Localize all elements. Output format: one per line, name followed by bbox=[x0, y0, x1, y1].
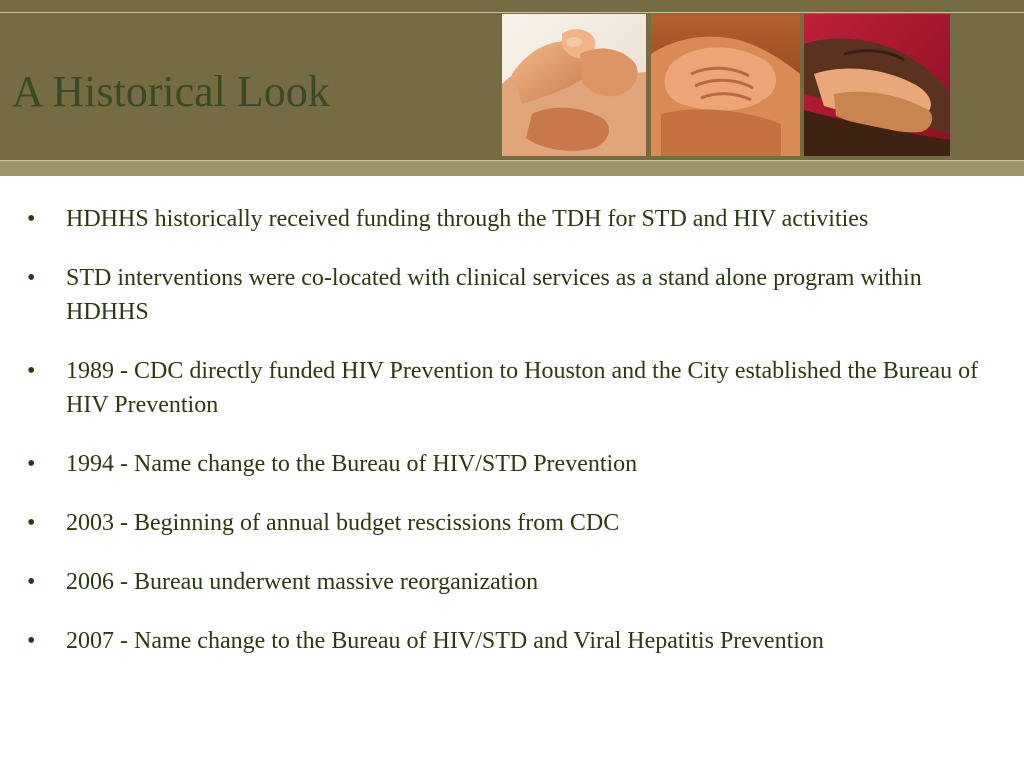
bullet-marker: • bbox=[27, 628, 36, 654]
bullet-marker: • bbox=[27, 510, 36, 536]
bullet-text: STD interventions were co-located with clinical services as a stand alone program within HDHHS bbox=[66, 265, 922, 325]
header-divider bbox=[0, 12, 1024, 13]
bullet-text: 2003 - Beginning of annual budget rescissions from CDC bbox=[66, 510, 620, 536]
bullet-marker: • bbox=[27, 451, 36, 477]
header-band bbox=[0, 0, 1024, 176]
list-item bbox=[27, 354, 1002, 422]
bullet-text: 2006 - Bureau underwent massive reorganization bbox=[66, 569, 539, 595]
bullet-list bbox=[27, 202, 1002, 658]
header-bottom-strip bbox=[0, 161, 1024, 176]
bullet-marker: • bbox=[27, 358, 36, 384]
bullet-text: HDHHS historically received funding through the TDH for STD and HIV activities bbox=[66, 206, 869, 232]
bullet-marker: • bbox=[27, 206, 36, 232]
stacked-hands-photo bbox=[804, 14, 950, 156]
list-item bbox=[27, 261, 1002, 329]
list-item bbox=[27, 447, 1002, 481]
clasped-hands-photo bbox=[651, 14, 800, 156]
bullet-marker: • bbox=[27, 265, 36, 291]
bullet-text: 1994 - Name change to the Bureau of HIV/STD Prevention bbox=[66, 451, 638, 477]
list-item bbox=[27, 565, 1002, 599]
bullet-text: 1989 - CDC directly funded HIV Prevention to Houston and the City established the Bureau of HIV Prevention bbox=[66, 358, 979, 418]
list-item bbox=[27, 624, 1002, 658]
bullet-marker: • bbox=[27, 569, 36, 595]
slide-title: A Historical Look bbox=[12, 67, 330, 116]
hand-holding-finger-photo bbox=[502, 14, 646, 156]
bullet-text: 2007 - Name change to the Bureau of HIV/STD and Viral Hepatitis Prevention bbox=[66, 628, 824, 654]
list-item bbox=[27, 202, 1002, 236]
list-item bbox=[27, 506, 1002, 540]
